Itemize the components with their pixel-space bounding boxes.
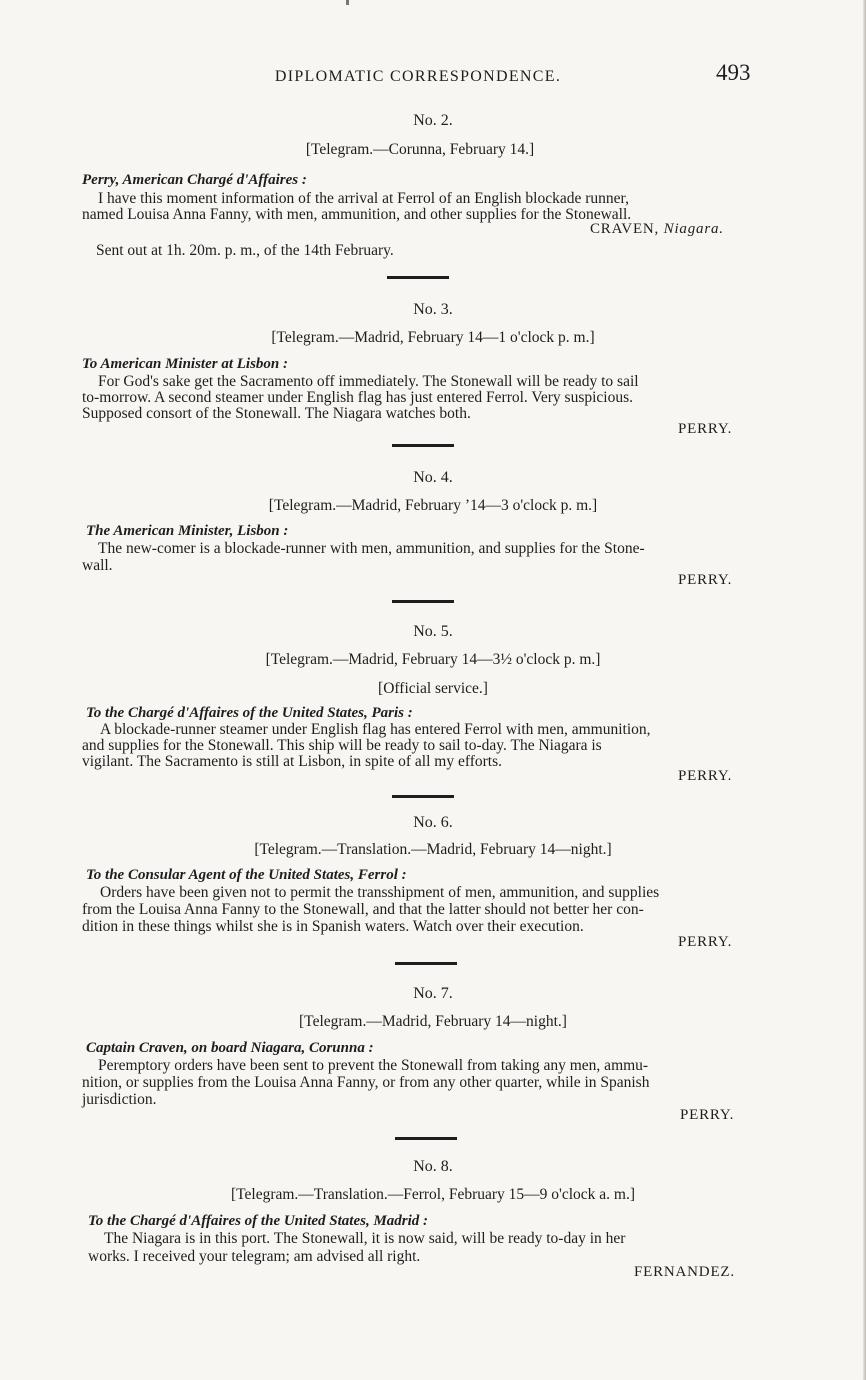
page-number: 493 (716, 60, 751, 85)
entry-number: No. 6. (413, 814, 453, 831)
section-rule (392, 600, 454, 603)
entry-line: jurisdiction. (82, 1091, 157, 1108)
entry-signature: PERRY. (680, 1107, 735, 1123)
entry-line: A blockade-runner steamer under English flag has entered Ferrol with men, ammunition, (100, 721, 651, 738)
entry-line: works. I received your telegram; am advised all right. (88, 1248, 421, 1265)
entry-heading: [Telegram.—Madrid, February ’14—3 o'clock p. m.] (268, 497, 598, 514)
entry-address: To the Chargé d'Affaires of the United States, Madrid : (88, 1213, 429, 1229)
entry-line: dition in these things whilst she is in Spanish waters. Watch over their execution. (82, 918, 584, 935)
entry-number: No. 8. (413, 1158, 453, 1175)
entry-postscript: Sent out at 1h. 20m. p. m., of the 14th February. (96, 242, 394, 259)
entry-line: named Louisa Anna Fanny, with men, ammunition, and other supplies for the Stonewall. (82, 206, 632, 223)
entry-line: from the Louisa Anna Fanny to the Stonewall, and that the latter should not better her con- (82, 901, 644, 918)
section-rule (387, 276, 449, 279)
scan-mark (346, 0, 349, 5)
entry-line: For God's sake get the Sacramento off immediately. The Stonewall will be ready to sail (98, 373, 639, 390)
header-title: DIPLOMATIC CORRESPONDENCE. (274, 68, 562, 85)
entry-signature: PERRY. (678, 421, 733, 437)
entry-heading: [Telegram.—Madrid, February 14—1 o'clock p. m.] (271, 329, 595, 346)
entry-line: I have this moment information of the arrival at Ferrol of an English blockade runner, (98, 190, 629, 207)
entry-line: Supposed consort of the Stonewall. The Niagara watches both. (82, 405, 471, 422)
section-rule (392, 444, 454, 447)
entry-line: and supplies for the Stonewall. This ship will be ready to sail to-day. The Niagara is (82, 737, 602, 754)
entry-number: No. 5. (413, 623, 453, 640)
entry-subheading: [Official service.] (378, 680, 488, 697)
section-rule (395, 1137, 457, 1140)
entry-heading: [Telegram.—Corunna, February 14.] (305, 141, 535, 158)
entry-line: Orders have been given not to permit the transshipment of men, ammunition, and supplies (100, 884, 660, 901)
entry-signature: PERRY. (678, 768, 733, 784)
entry-line: nition, or supplies from the Louisa Anna Fanny, or from any other quarter, while in Spanish (82, 1074, 650, 1091)
entry-signature: CRAVEN, Niagara. (590, 221, 724, 237)
entry-address: To the Consular Agent of the United States, Ferrol : (86, 867, 407, 883)
section-rule (395, 962, 457, 965)
entry-signature: PERRY. (678, 572, 733, 588)
entry-line: The Niagara is in this port. The Stonewall, it is now said, will be ready to-day in her (104, 1230, 626, 1247)
entry-signature: FERNANDEZ. (634, 1264, 735, 1280)
entry-address: The American Minister, Lisbon : (86, 523, 289, 539)
entry-line: vigilant. The Sacramento is still at Lisbon, in spite of all my efforts. (82, 753, 503, 770)
entry-address: Perry, American Chargé d'Affaires : (82, 172, 307, 188)
entry-heading: [Telegram.—Madrid, February 14—night.] (299, 1013, 567, 1030)
entry-address: To the Chargé d'Affaires of the United States, Paris : (86, 705, 413, 721)
entry-heading: [Telegram.—Translation.—Madrid, February 14—night.] (254, 841, 612, 858)
entry-heading: [Telegram.—Madrid, February 14—3½ o'clock p. m.] (265, 651, 601, 668)
entry-line: The new-comer is a blockade-runner with men, ammunition, and supplies for the Stone- (98, 540, 645, 557)
entry-address: Captain Craven, on board Niagara, Corunna : (86, 1040, 374, 1056)
entry-signature: PERRY. (678, 934, 733, 950)
entry-line: Peremptory orders have been sent to prevent the Stonewall from taking any men, ammu- (98, 1057, 649, 1074)
entry-line: wall. (82, 557, 113, 574)
entry-heading: [Telegram.—Translation.—Ferrol, February 15—9 o'clock a. m.] (230, 1186, 636, 1203)
entry-number: No. 7. (413, 985, 453, 1002)
entry-number: No. 3. (413, 301, 453, 318)
entry-number: No. 2. (413, 112, 453, 129)
entry-number: No. 4. (413, 469, 453, 486)
section-rule (392, 795, 454, 798)
entry-address: To American Minister at Lisbon : (82, 356, 289, 372)
entry-line: to-morrow. A second steamer under English flag has just entered Ferrol. Very suspicious. (82, 389, 633, 406)
